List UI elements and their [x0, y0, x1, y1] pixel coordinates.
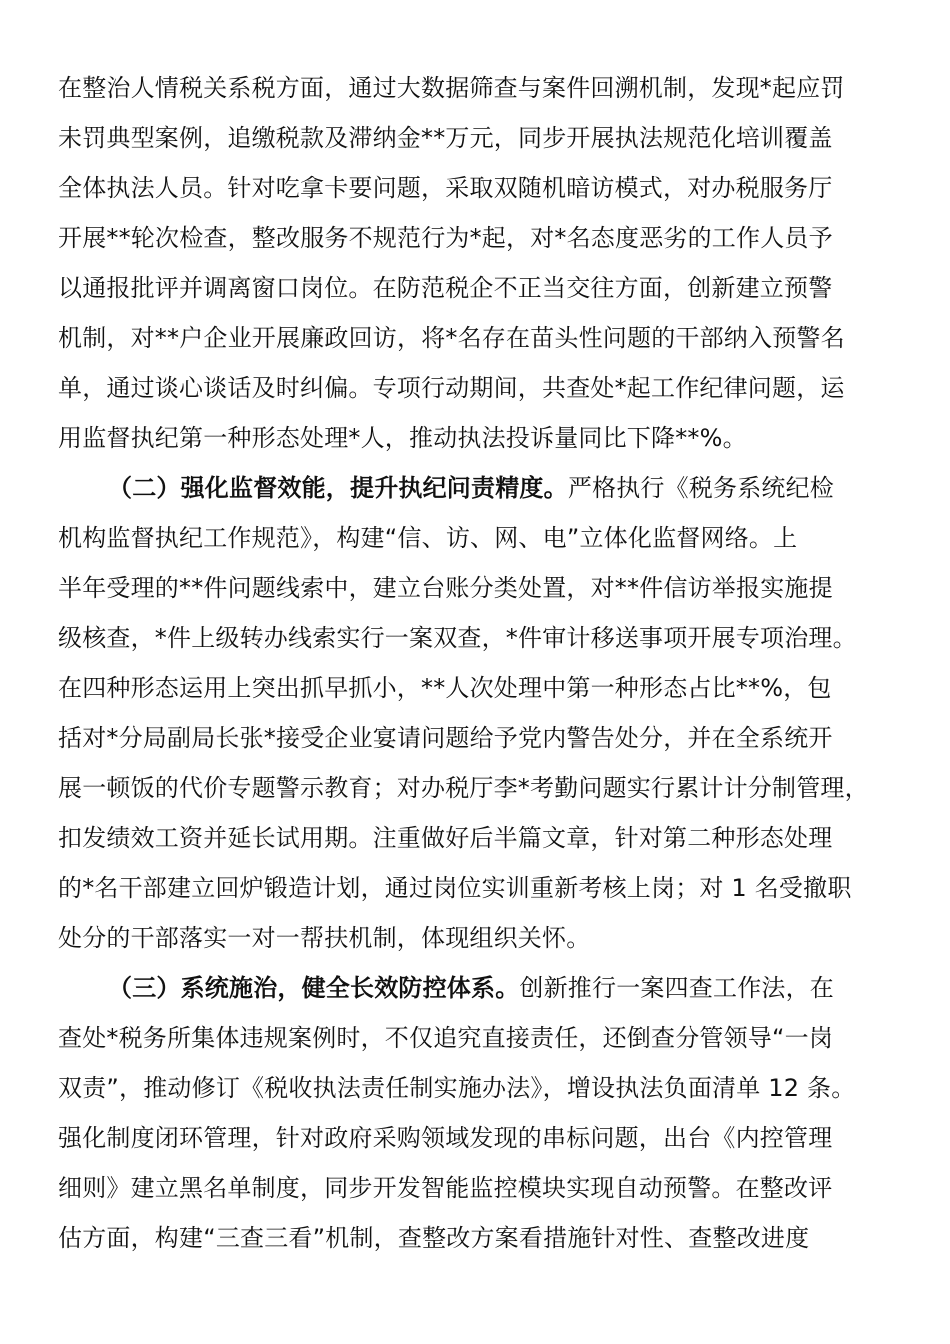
paragraph-line: 查处*税务所集体违规案例时，不仅追究直接责任，还倒查分管领导“一岗: [58, 1024, 834, 1052]
paragraph-line: 的*名干部建立回炉锻造计划，通过岗位实训重新考核上岗；对 1 名受撤职: [58, 874, 852, 902]
paragraph-line: 展一顿饭的代价专题警示教育；对办税厅李*考勤问题实行累计计分制管理，: [58, 774, 869, 802]
paragraph-line: 强化制度闭环管理，针对政府采购领域发现的串标问题，出台《内控管理: [58, 1124, 833, 1152]
paragraph-line: 全体执法人员。针对吃拿卡要问题，采取双随机暗访模式，对办税服务厅: [58, 174, 833, 202]
paragraph-line: 机构监督执纪工作规范》，构建“信、访、网、电”立体化监督网络。上: [58, 524, 798, 552]
paragraph-line: 半年受理的**件问题线索中，建立台账分类处置，对**件信访举报实施提: [58, 574, 833, 602]
paragraph-line: 以通报批评并调离窗口岗位。在防范税企不正当交往方面，创新建立预警: [58, 274, 833, 302]
section-heading: （二）强化监督效能，提升执纪问责精度。: [108, 474, 568, 502]
paragraph-line: 在整治人情税关系税方面，通过大数据筛查与案件回溯机制，发现*起应罚: [58, 74, 845, 102]
paragraph-first-line: [108, 472, 834, 504]
paragraph-line: 机制，对**户企业开展廉政回访，将*名存在苗头性问题的干部纳入预警名: [58, 324, 845, 352]
paragraph-line: 级核查，*件上级转办线索实行一案双查，*件审计移送事项开展专项治理。: [58, 624, 857, 652]
paragraph-line: 开展**轮次检查，整改服务不规范行为*起，对*名态度恶劣的工作人员予: [58, 224, 833, 252]
paragraph-first-line: [108, 972, 834, 1004]
paragraph-line: 在四种形态运用上突出抓早抓小，**人次处理中第一种形态占比**%，包: [58, 674, 832, 702]
paragraph-text: 创新推行一案四查工作法，在: [519, 974, 835, 1002]
paragraph-line: 用监督执纪第一种形态处理*人，推动执法投诉量同比下降**%。: [58, 424, 747, 452]
paragraph-line: 单，通过谈心谈话及时纠偏。专项行动期间，共查处*起工作纪律问题，运: [58, 374, 845, 402]
paragraph-line: 括对*分局副局长张*接受企业宴请问题给予党内警告处分，并在全系统开: [58, 724, 833, 752]
paragraph-line: 细则》建立黑名单制度，同步开发智能监控模块实现自动预警。在整改评: [58, 1174, 833, 1202]
section-heading: （三）系统施治，健全长效防控体系。: [108, 974, 520, 1002]
paragraph-text: 严格执行《税务系统纪检: [567, 474, 835, 502]
paragraph-line: 处分的干部落实一对一帮扶机制，体现组织关怀。: [58, 924, 591, 952]
paragraph-line: 双责”，推动修订《税收执法责任制实施办法》，增设执法负面清单 12 条。: [58, 1074, 856, 1102]
paragraph-line: 未罚典型案例，追缴税款及滞纳金**万元，同步开展执法规范化培训覆盖: [58, 124, 833, 152]
paragraph-line: 扣发绩效工资并延长试用期。注重做好后半篇文章，针对第二种形态处理: [58, 824, 833, 852]
paragraph-line: 估方面，构建“三查三看”机制，查整改方案看措施针对性、查整改进度: [58, 1224, 810, 1252]
